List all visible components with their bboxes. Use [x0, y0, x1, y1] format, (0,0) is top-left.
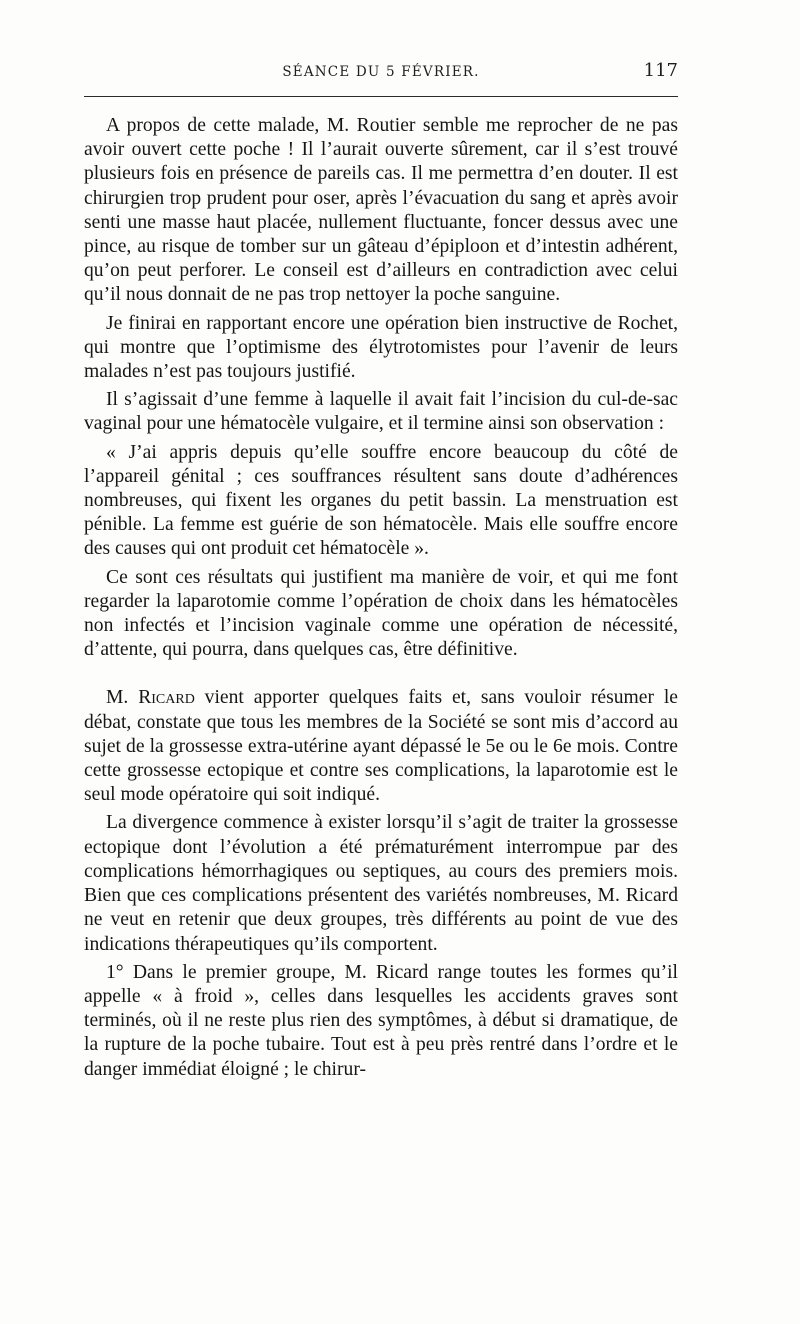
paragraph: A propos de cette malade, M. Routier semble me reprocher de ne pas avoir ouvert cette poche ! Il l’aurait ouverte sûrement, car il s’est trouvé plusieurs fois en présence de pareils cas. Il me permettra d’en douter. Il est chirurgien trop prudent pour oser, après l’évacuation du sang et après avoir senti une masse haut placée, nullement fluctuante, foncer dessus avec une pince, au risque de tomber sur un gâteau d’épiploon et d’intestin adhérent, qu’on peut perforer. Le conseil est d’ailleurs en contradiction avec celui qu’il nous donnait de ne pas trop nettoyer la poche sanguine.: [84, 115, 678, 306]
ricard-paragraph: [84, 686, 678, 807]
paragraph: Je finirai en rapportant encore une opération bien instructive de Rochet, qui montre que l’optimisme des élytrotomistes pour l’avenir de leurs malades n’est pas toujours justifié.: [84, 312, 678, 383]
page-number: 117: [643, 60, 678, 81]
header-rule: [84, 96, 678, 97]
paragraph: « J’ai appris depuis qu’elle souffre encore beaucoup du côté de l’appareil génital ; ces souffrances résultent sans doute d’adhérences nombreuses, qui fixent les organes du petit bassin. La menstruation est pénible. La femme est guérie de son hématocèle. Mais elle souffre encore des causes qui ont produit cet hématocèle ».: [84, 441, 678, 560]
ricard-text: vient apporter quelques faits et, sans vouloir résumer le débat, constate que tous les membres de la Société se sont mis d’accord au sujet de la grossesse extra-utérine ayant dépassé le 5e ou le 6e mois. Contre cette grossesse ectopique et contre ses complications, la laparotomie est le seul mode opératoire qui soit indiqué.: [84, 687, 678, 806]
running-head: SÉANCE DU 5 FÉVRIER.: [282, 64, 480, 80]
paragraph: Ce sont ces résultats qui justifient ma manière de voir, et qui me font regarder la laparotomie comme l’opération de choix dans les hématocèles non infectés et l’incision vaginale comme une opération de nécessité, d’attente, qui pourra, dans quelques cas, être définitive.: [84, 566, 678, 661]
speaker-name: Ricard: [138, 687, 195, 709]
ricard-prefix: M.: [106, 687, 139, 709]
paragraph: La divergence commence à exister lorsqu’il s’agit de traiter la grossesse ectopique dont l’évolution a été prématurément interrompue par des complications hémorrhagiques ou septiques, au cours des premiers mois. Bien que ces complications présentent des variétés nombreuses, M. Ricard ne veut en retenir que deux groupes, très différents au point de vue des indications thérapeutiques qu’ils comportent.: [84, 812, 678, 955]
paragraph: 1° Dans le premier groupe, M. Ricard range toutes les formes qu’il appelle « à froid », celles dans lesquelles les accidents graves sont terminés, où il ne reste plus rien des symptômes, à début si dramatique, de la rupture de la poche tubaire. Tout est à peu près rentré dans l’ordre et le danger immédiat éloigné ; le chirur-: [84, 961, 678, 1080]
paragraph: Il s’agissait d’une femme à laquelle il avait fait l’incision du cul-de-sac vaginal pour une hématocèle vulgaire, et il termine ainsi son observation :: [84, 389, 678, 435]
page-header: [84, 58, 678, 88]
body-text: [84, 114, 678, 1086]
